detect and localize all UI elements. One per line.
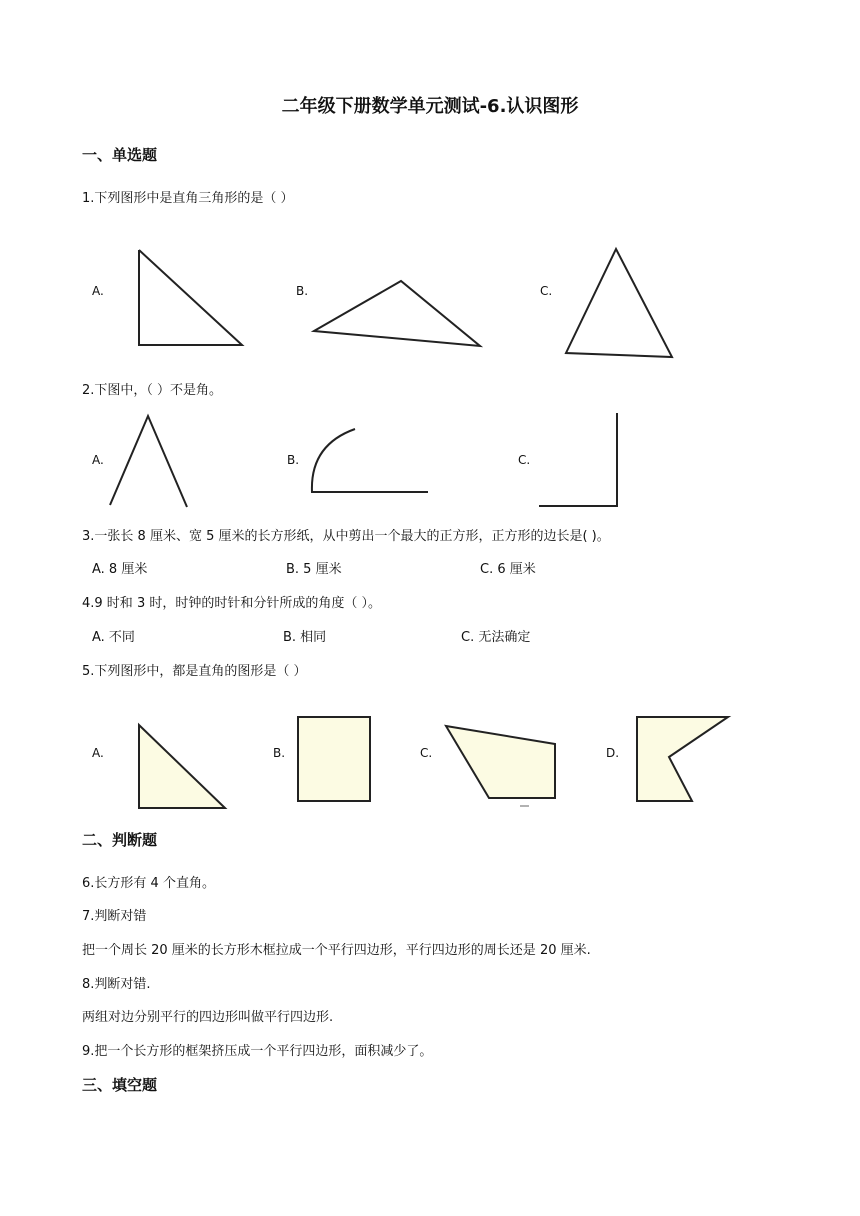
section-heading-true-false: 二、判断题 (82, 831, 158, 849)
q1-acute-triangle (566, 249, 672, 357)
q5-option-a-label: A. (92, 746, 104, 760)
q4-option-a: A. 不同 (92, 630, 135, 645)
q4-option-c: C. 无法确定 (461, 630, 531, 645)
q5-option-c-label: C. (420, 746, 433, 760)
q2-curve-shape (312, 429, 428, 492)
section-heading-single-choice: 一、单选题 (82, 146, 158, 164)
q2-option-b-label: B. (287, 453, 300, 467)
q1-right-triangle (139, 250, 242, 345)
q5-shape-c (446, 726, 555, 806)
question-2: 2.下图中，（ ）不是角。 (82, 383, 223, 398)
q3-option-b: B. 5 厘米 (286, 562, 342, 577)
q5-shape-d (637, 717, 728, 801)
q4-option-b: B. 相同 (283, 630, 327, 645)
q5-option-d-label: D. (606, 746, 620, 760)
q1-option-a-label: A. (92, 284, 104, 298)
question-3: 3.一张长 8 厘米、宽 5 厘米的长方形纸，从中剪出一个最大的正方形，正方形的边长是( )。 (82, 529, 610, 544)
q5-shape-a (139, 725, 225, 808)
question-9: 9.把一个长方形的框架挤压成一个平行四边形，面积减少了。 (82, 1044, 433, 1059)
q1-obtuse-triangle (314, 281, 480, 346)
q1-option-b-label: B. (296, 284, 309, 298)
section-heading-fill-blank: 三、填空题 (82, 1076, 158, 1094)
q2-option-a-label: A. (92, 453, 104, 467)
q5-option-b-label: B. (273, 746, 286, 760)
question-1: 1.下列图形中是直角三角形的是（ ） (82, 191, 294, 206)
page-title: 二年级下册数学单元测试-6.认识图形 (281, 96, 579, 117)
q1-option-c-label: C. (540, 284, 553, 298)
question-7: 7.判断对错 (82, 909, 147, 924)
q2-angle-shape (110, 416, 187, 507)
question-8-body: 两组对边分别平行的四边形叫做平行四边形. (82, 1010, 334, 1025)
question-4: 4.9 时和 3 时，时钟的时针和分针所成的角度（ ）。 (82, 596, 381, 611)
question-5: 5.下列图形中，都是直角的图形是（ ） (82, 664, 307, 679)
q3-option-a: A. 8 厘米 (92, 562, 148, 577)
question-7-body: 把一个周长 20 厘米的长方形木框拉成一个平行四边形，平行四边形的周长还是 20 厘米. (82, 943, 591, 958)
q2-option-c-label: C. (518, 453, 531, 467)
q3-option-c: C. 6 厘米 (480, 562, 536, 577)
question-6: 6.长方形有 4 个直角。 (82, 876, 215, 891)
question-8: 8.判断对错. (82, 977, 151, 992)
q5-shape-b (298, 717, 370, 801)
q2-right-angle-shape (539, 413, 617, 506)
